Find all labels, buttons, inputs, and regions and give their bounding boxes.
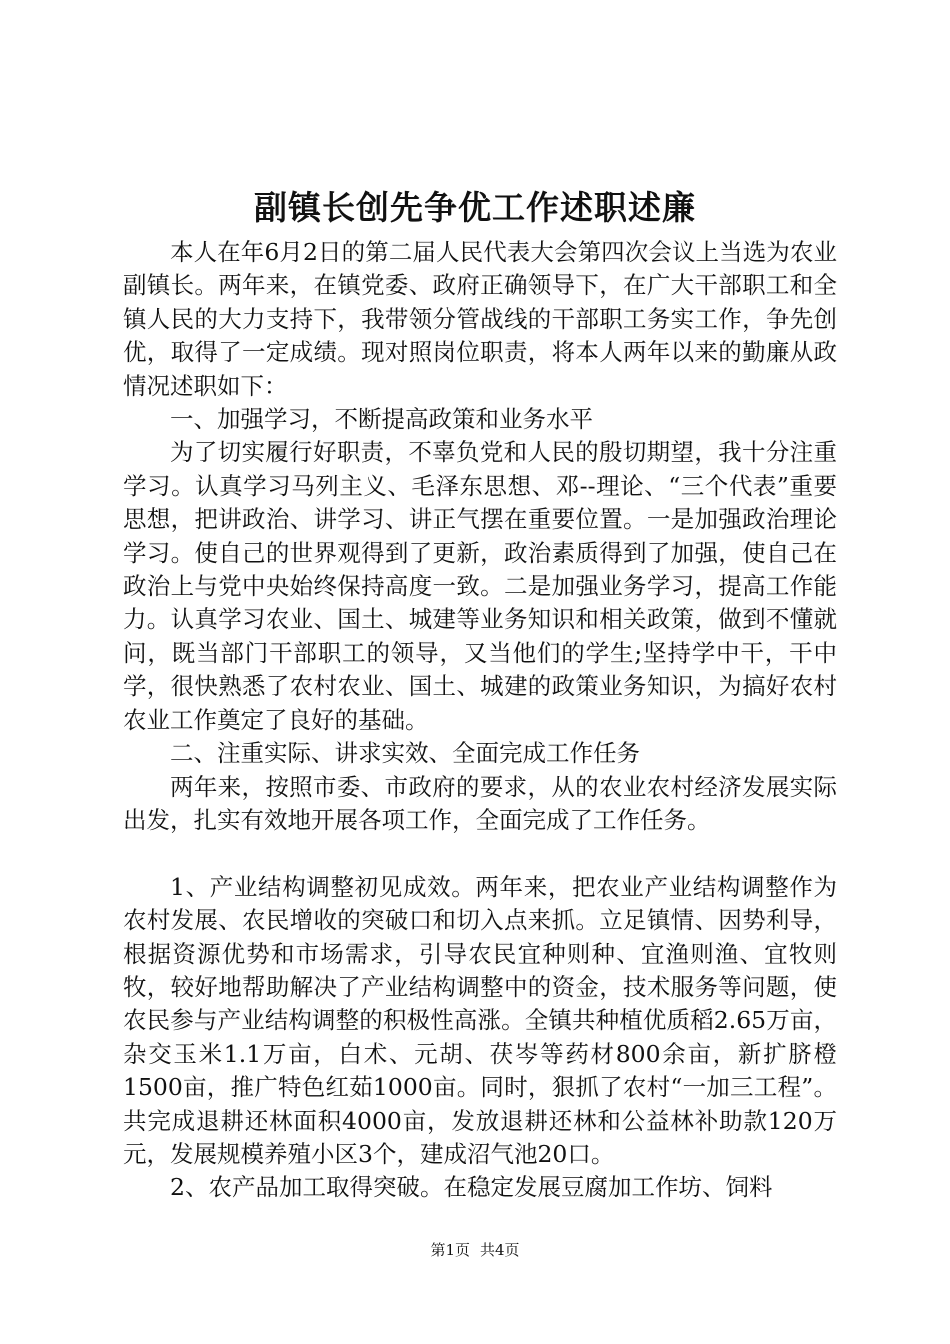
paragraph-intro: 本人在年6月2日的第二届人民代表大会第四次会议上当选为农业副镇长。两年来，在镇党委、政府正确领导下，在广大干部职工和全镇人民的大力支持下，我带领分管战线的干部职工务实工作，争先创优，取得了一定成绩。现对照岗位职责，将本人两年以来的勤廉从政情况述职如下： bbox=[123, 238, 837, 400]
document-body bbox=[123, 236, 837, 1205]
page-footer bbox=[0, 1240, 950, 1260]
paragraph-study: 为了切实履行好职责，不辜负党和人民的殷切期望，我十分注重学习。认真学习马列主义、毛泽东思想、邓--理论、“三个代表”重要思想，把讲政治、讲学习、讲正气摆在重要位置。一是加强政治理论学习。使自己的世界观得到了更新，政治素质得到了加强，使自己在政治上与党中央始终保持高度一致。二是加强业务学习，提高工作能力。认真学习农业、国土、城建等业务知识和相关政策，做到不懂就问，既当部门干部职工的领导，又当他们的学生;坚持学中干，干中学，很快熟悉了农村农业、国土、城建的政策业务知识，为搞好农村农业工作奠定了良好的基础。 bbox=[123, 438, 837, 734]
section-heading-2: 二、注重实际、讲求实效、全面完成工作任务 bbox=[170, 739, 640, 768]
document-title: 副镇长创先争优工作述职述廉 bbox=[254, 188, 696, 227]
section-heading-1: 一、加强学习，不断提高政策和业务水平 bbox=[170, 405, 593, 434]
paragraph-processing: 2、农产品加工取得突破。在稳定发展豆腐加工作坊、饲料 bbox=[170, 1173, 773, 1202]
blank-line bbox=[123, 837, 837, 870]
paragraph-industry: 1、产业结构调整初见成效。两年来，把农业产业结构调整作为农村发展、农民增收的突破口和切入点来抓。立足镇情、因势利导，根据资源优势和市场需求，引导农民宜种则种、宜渔则渔、宜牧则牧，较好地帮助解决了产业结构调整中的资金，技术服务等问题，使农民参与产业结构调整的积极性高涨。全镇共种植优质稻2.65万亩，杂交玉米1.1万亩，白术、元胡、茯岑等药材800余亩，新扩脐橙1500亩，推广特色红茹1000亩。同时，狠抓了农村“一加三工程”。共完成退耕还林面积4000亩，发放退耕还林和公益林补助款120万元，发展规模养殖小区3个，建成沼气池20口。 bbox=[123, 872, 837, 1168]
page-number: 第1页 bbox=[430, 1241, 470, 1259]
paragraph-work: 两年来，按照市委、市政府的要求，从的农业农村经济发展实际出发，扎实有效地开展各项工作，全面完成了工作任务。 bbox=[123, 772, 837, 834]
page-total: 共4页 bbox=[480, 1241, 520, 1259]
